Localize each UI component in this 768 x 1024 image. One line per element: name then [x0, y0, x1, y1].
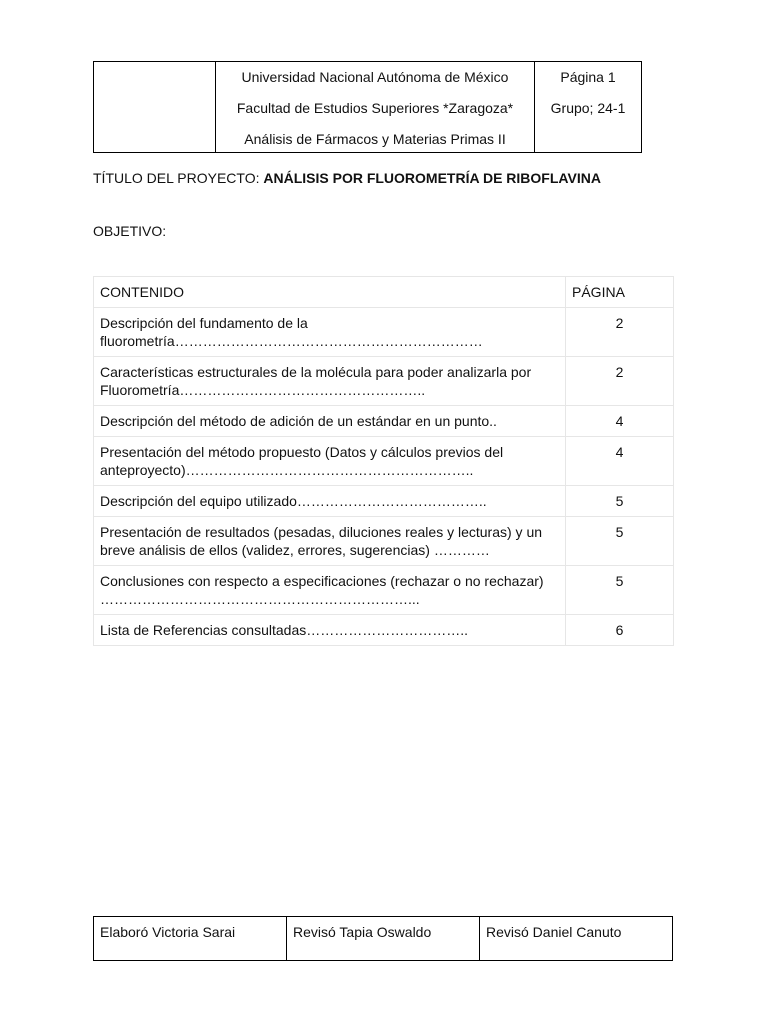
toc-item [94, 566, 566, 615]
toc-item [94, 517, 566, 566]
toc-item-line: Lista de Referencias consultadas…………………………….. [100, 622, 469, 638]
table-row [94, 486, 674, 517]
table-row [94, 357, 674, 406]
toc-item-line: Conclusiones con respecto a especificaciones (rechazar o no rechazar) [100, 573, 544, 589]
objective-label: OBJETIVO: [93, 223, 167, 239]
table-row [94, 566, 674, 615]
university-name: Universidad Nacional Autónoma de México [241, 69, 509, 85]
toc-item-line: Presentación del método propuesto (Datos y cálculos previos del [100, 444, 504, 460]
toc-item [94, 406, 566, 437]
toc-item-page: 5 [566, 566, 674, 615]
table-row [94, 517, 674, 566]
toc-item-line: Descripción del fundamento de la [100, 315, 308, 331]
toc-item-page: 5 [566, 486, 674, 517]
table-row [94, 437, 674, 486]
document-header [93, 61, 642, 153]
signature-footer [93, 916, 673, 961]
group-label: Grupo; 24-1 [550, 100, 626, 116]
toc-item [94, 437, 566, 486]
table-of-contents [93, 276, 674, 646]
toc-item-line: Fluorometría…………………………………………….. [100, 382, 426, 398]
toc-item-page: 2 [566, 308, 674, 357]
toc-item-line: Descripción del método de adición de un estándar en un punto.. [100, 413, 497, 429]
toc-item [94, 486, 566, 517]
toc-item [94, 357, 566, 406]
table-row [94, 308, 674, 357]
toc-item-page: 6 [566, 615, 674, 646]
toc-item-page: 2 [566, 357, 674, 406]
toc-item-line: breve análisis de ellos (validez, errores, sugerencias) ………… [100, 542, 490, 558]
table-row [94, 615, 674, 646]
project-title-value: ANÁLISIS POR FLUOROMETRÍA DE RIBOFLAVINA [263, 170, 601, 186]
toc-item-line: …………………………………………………………... [100, 591, 420, 607]
logo-cell [94, 62, 216, 153]
reviewed-by-1: Revisó Tapia Oswaldo [287, 917, 480, 961]
toc-item-line: Características estructurales de la molécula para poder analizarla por [100, 364, 532, 380]
reviewed-by-2: Revisó Daniel Canuto [480, 917, 673, 961]
faculty-name: Facultad de Estudios Superiores *Zaragoza* [236, 100, 514, 116]
project-title [93, 170, 601, 186]
prepared-by: Elaboró Victoria Sarai [94, 917, 287, 961]
table-row [94, 406, 674, 437]
toc-item-line: fluorometría………………………………………………………… [100, 333, 483, 349]
toc-item-line: anteproyecto)…………………………………………………….. [100, 462, 474, 478]
page-number: Página 1 [560, 69, 616, 85]
toc-item [94, 615, 566, 646]
page-info-cell [535, 62, 642, 153]
toc-item-page: 4 [566, 437, 674, 486]
toc-item-page: 4 [566, 406, 674, 437]
toc-item-page: 5 [566, 517, 674, 566]
institution-cell [216, 62, 535, 153]
toc-header-content: CONTENIDO [94, 277, 566, 308]
toc-item-line: Descripción del equipo utilizado………………………………….. [100, 493, 487, 509]
toc-header-page: PÁGINA [566, 277, 674, 308]
toc-item-line: Presentación de resultados (pesadas, diluciones reales y lecturas) y un [100, 524, 543, 540]
toc-item [94, 308, 566, 357]
course-name: Análisis de Fármacos y Materias Primas II [244, 131, 506, 147]
project-title-label: TÍTULO DEL PROYECTO: [93, 170, 264, 186]
